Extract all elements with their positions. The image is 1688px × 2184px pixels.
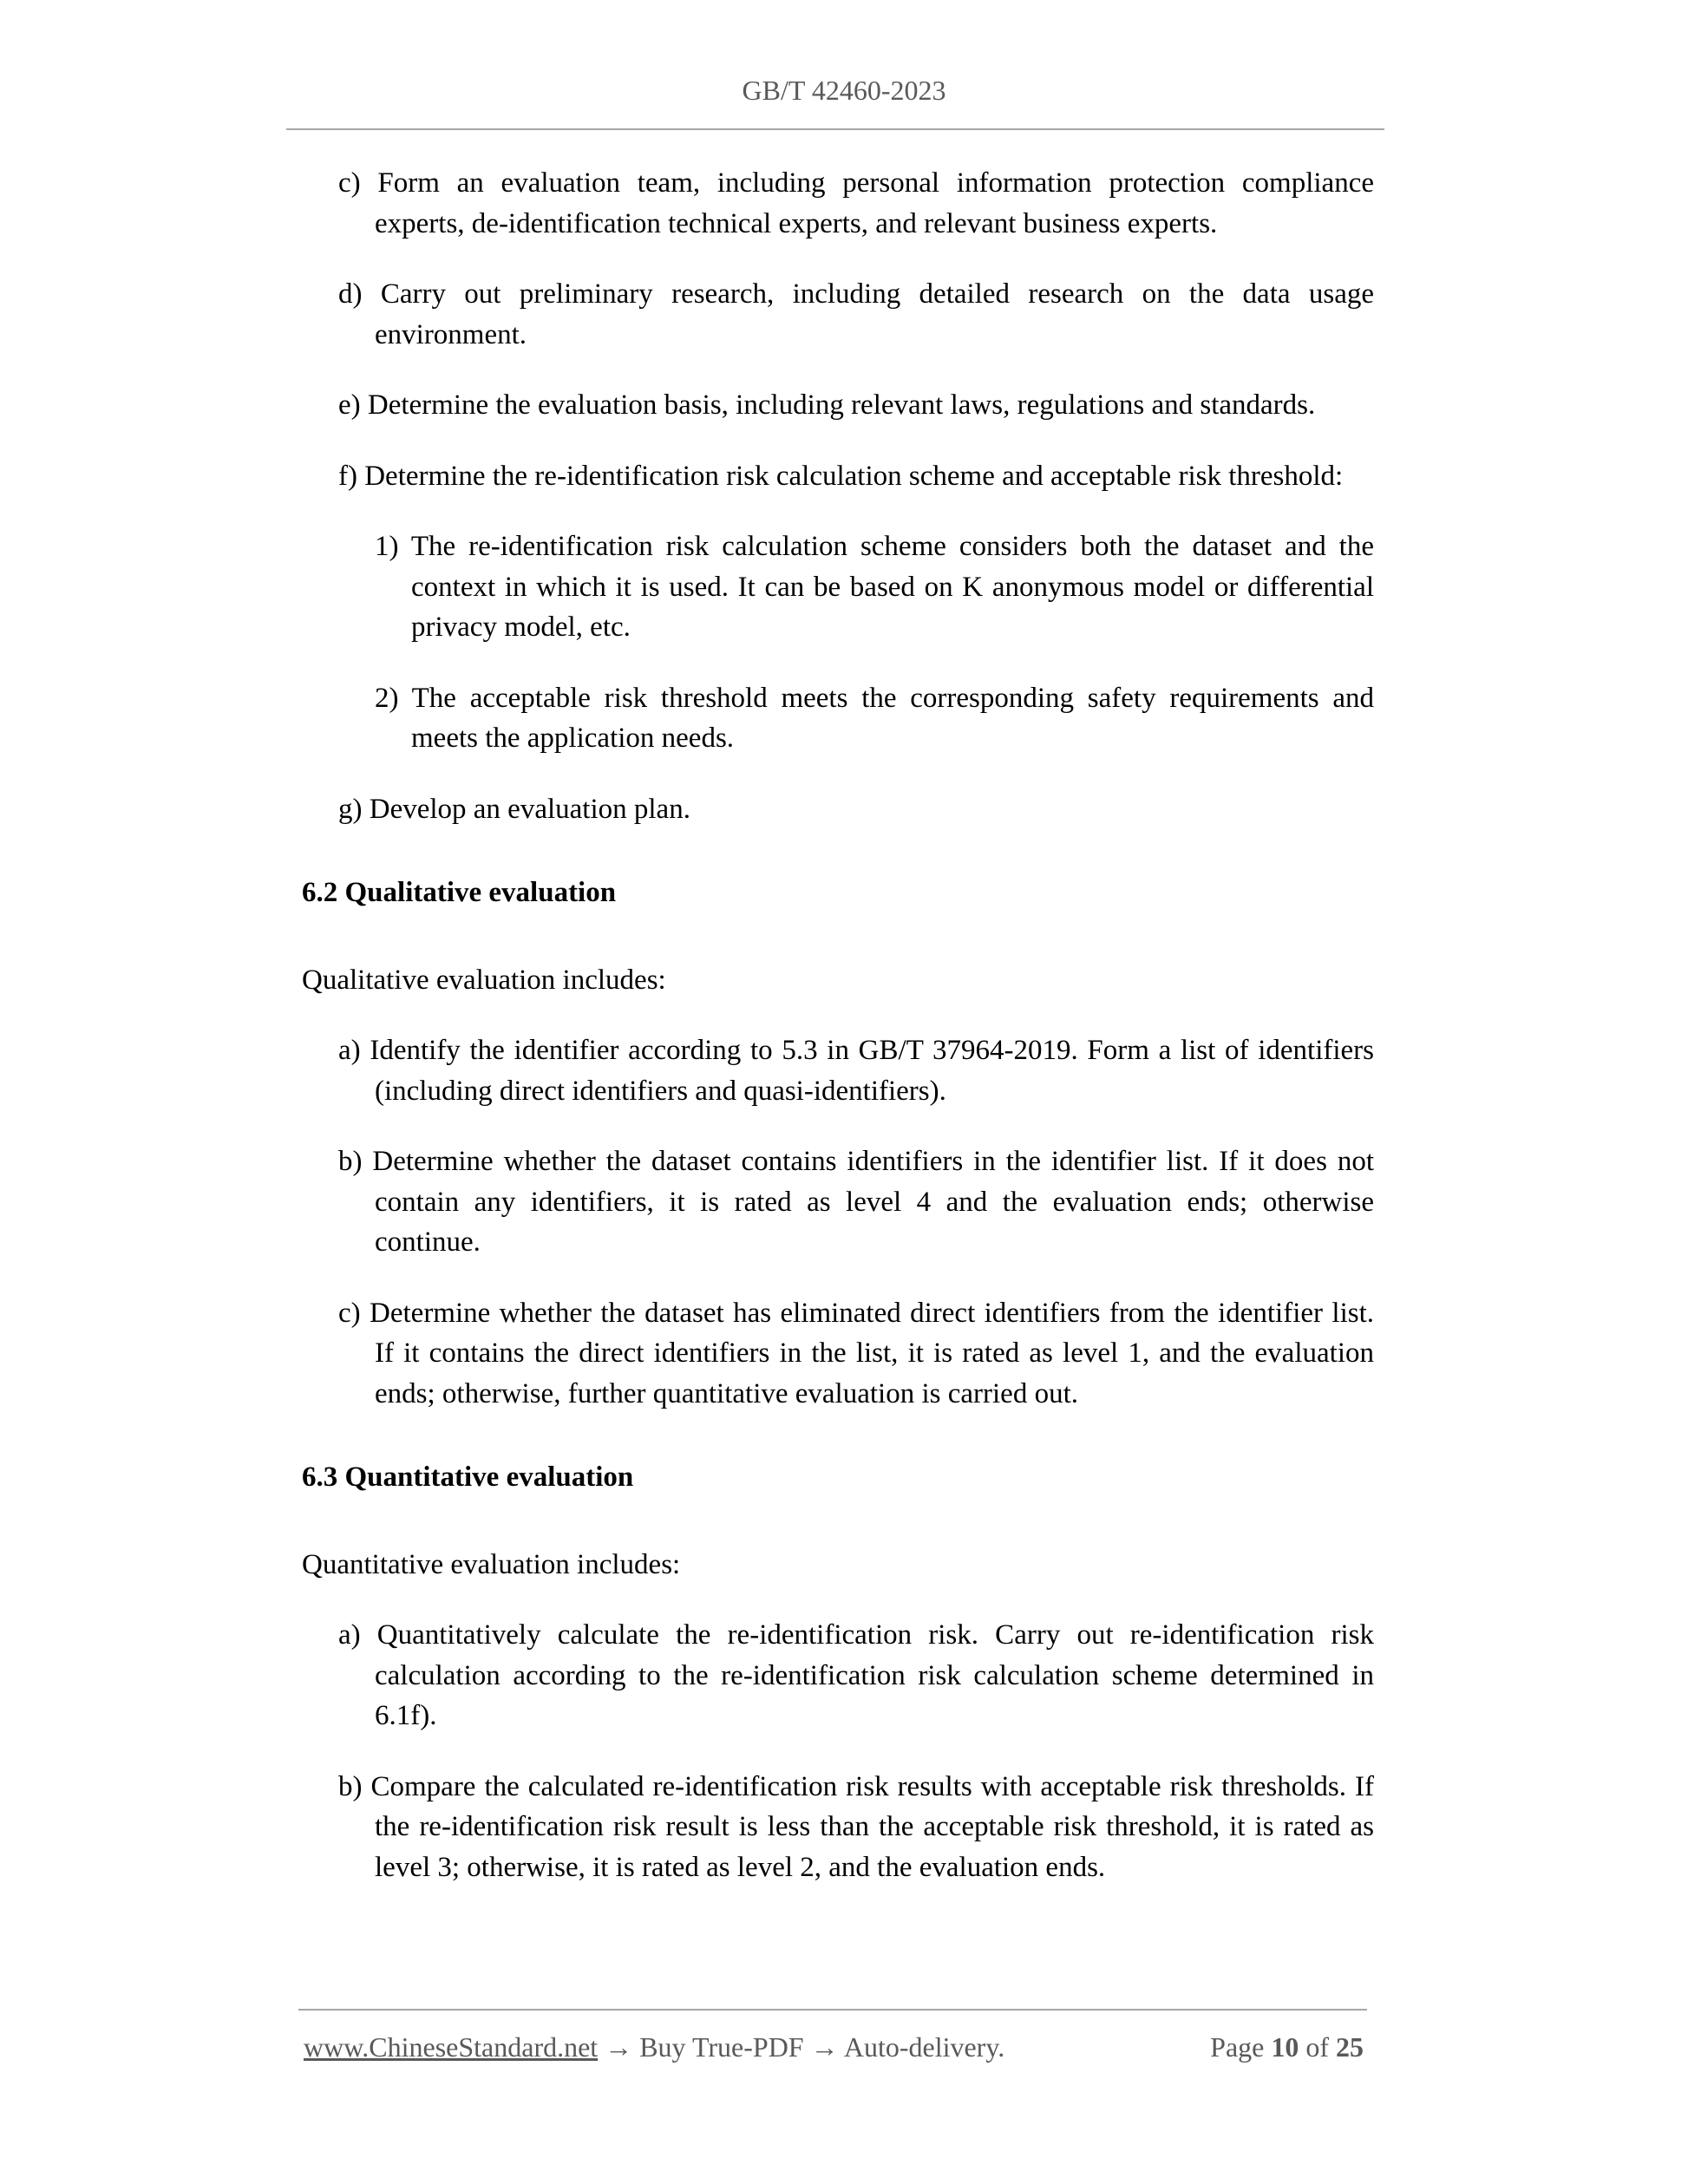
total-page-count: 25 [1336, 2031, 1364, 2063]
qualitative-item-c: c) Determine whether the dataset has eliminated direct identifiers from the identifier list. If it contains the direct identifiers in the list, it is rated as level 1, and the evaluation ends; otherwise, further quantitative evaluation is carried out. [338, 1297, 1374, 1409]
footer-divider [298, 2009, 1367, 2011]
sub-item-f1: 1) The re-identification risk calculation scheme considers both the dataset and the context in which it is used. It can be based on K anonymous model or differential privacy model, etc. [375, 531, 1374, 643]
list-item-e: e) Determine the evaluation basis, including relevant laws, regulations and standards. [338, 389, 1316, 421]
of-label: of [1305, 2031, 1329, 2063]
quantitative-item-b: b) Compare the calculated re-identification risk results with acceptable risk thresholds. If the re-identification risk result is less than the acceptable risk threshold, it is rated as level 3; otherwise, it is rated as level 2, and the evaluation ends. [338, 1770, 1374, 1883]
document-header-title: GB/T 42460-2023 [742, 75, 946, 106]
header-divider [286, 128, 1384, 130]
document-body [302, 163, 1374, 1918]
sub-item-f2: 2) The acceptable risk threshold meets the corresponding safety requirements and meets the application needs. [375, 682, 1374, 754]
footer-tagline: → Buy True-PDF → Auto-delivery. [598, 2031, 1005, 2063]
list-item-c: c) Form an evaluation team, including personal information protection compliance experts, de-identification technical experts, and relevant business experts. [338, 167, 1374, 239]
current-page-number: 10 [1271, 2031, 1299, 2063]
footer-website-link[interactable]: www.ChineseStandard.net [304, 2031, 599, 2063]
list-item-f: f) Determine the re-identification risk calculation scheme and acceptable risk threshold: [338, 460, 1344, 492]
qualitative-item-a: a) Identify the identifier according to 5.3 in GB/T 37964-2019. Form a list of identifiers (including direct identifiers and quasi-identifiers). [338, 1035, 1374, 1107]
list-item-g: g) Develop an evaluation plan. [338, 793, 690, 825]
page-number-indicator [1210, 2028, 1364, 2066]
list-item-d: d) Carry out preliminary research, including detailed research on the data usage environment. [338, 278, 1374, 350]
page-label: Page [1210, 2031, 1265, 2063]
quantitative-item-a: a) Quantitatively calculate the re-identification risk. Carry out re-identification risk calculation according to the re-identification risk calculation scheme determined in 6.1f). [338, 1619, 1374, 1731]
footer-left [304, 2028, 1004, 2066]
qualitative-item-b: b) Determine whether the dataset contains identifiers in the identifier list. If it does not contain any identifiers, it is rated as level 4 and the evaluation ends; otherwise continue. [338, 1146, 1374, 1258]
section-intro-6-2: Qualitative evaluation includes: [302, 964, 666, 996]
section-heading-6-2: 6.2 Qualitative evaluation [302, 877, 617, 908]
section-heading-6-3: 6.3 Quantitative evaluation [302, 1461, 634, 1493]
section-intro-6-3: Quantitative evaluation includes: [302, 1548, 681, 1580]
